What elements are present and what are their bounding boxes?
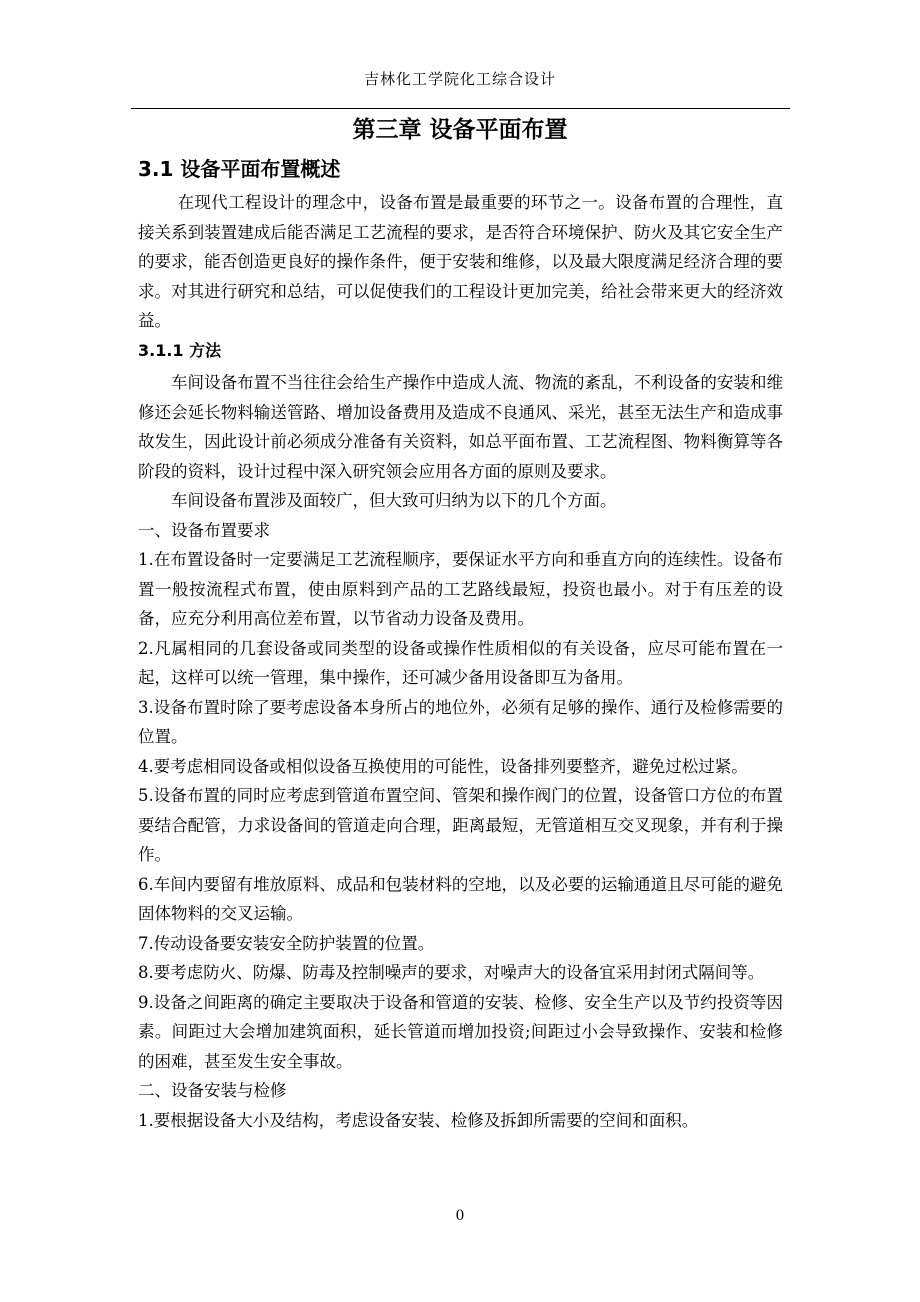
- chapter-title: 第三章 设备平面布置: [352, 117, 568, 143]
- header-divider: [131, 108, 790, 109]
- list-item: 7.传动设备要安装安全防护装置的位置。: [138, 933, 435, 953]
- list-item: 9.设备之间距离的确定主要取决于设备和管道的安装、检修、安全生产以及节约投资等因素。间距过大会增加建筑面积，延长管道而增加投资;间距过小会导致操作、安装和检修的困难，甚至发生安全事故。: [138, 992, 783, 1071]
- section-title: 3.1 设备平面布置概述: [138, 157, 341, 181]
- list-item: 2.凡属相同的几套设备或同类型的设备或操作性质相似的有关设备，应尽可能布置在一起，这样可以统一管理，集中操作，还可减少备用设备即互为备用。: [138, 638, 783, 687]
- method-paragraph: 车间设备布置不当往往会给生产操作中造成人流、物流的紊乱，不利设备的安装和维修还会延长物料输送管路、增加设备费用及造成不良通风、采光，甚至无法生产和造成事故发生，因此设计前必须成分准备有关资料，如总平面布置、工艺流程图、物料衡算等各阶段的资料，设计过程中深入研究领会应用各方面的原则及要求。: [138, 373, 783, 481]
- subsection-title: 3.1.1 方法: [138, 341, 222, 360]
- part-heading: 一、设备布置要求: [138, 520, 270, 540]
- part-heading: 二、设备安装与检修: [138, 1081, 287, 1100]
- method-paragraph: 车间设备布置涉及面较广，但大致可归纳为以下的几个方面。: [171, 491, 617, 510]
- list-item: 5.设备布置的同时应考虑到管道布置空间、管架和操作阀门的位置，设备管口方位的布置要结合配管，力求设备间的管道走向合理，距离最短，无管道相互交叉现象，并有利于操作。: [138, 786, 783, 864]
- list-item: 4.要考虑相同设备或相似设备互换使用的可能性，设备排列要整齐，避免过松过紧。: [138, 756, 748, 776]
- list-item: 1.在布置设备时一定要满足工艺流程顺序，要保证水平方向和垂直方向的连续性。设备布置一般按流程式布置，使由原料到产品的工艺路线最短，投资也最小。对于有压差的设备，应充分利用高位差布置，以节省动力设备及费用。: [138, 550, 783, 628]
- list-item: 6.车间内要留有堆放原料、成品和包装材料的空地，以及必要的运输通道且尽可能的避免固体物料的交叉运输。: [138, 874, 783, 923]
- list-item: 1.要根据设备大小及结构，考虑设备安装、检修及拆卸所需要的空间和面积。: [138, 1110, 699, 1130]
- list-item: 8.要考虑防火、防爆、防毒及控制噪声的要求，对噪声大的设备宜采用封闭式隔间等。: [138, 963, 765, 982]
- section-body: [138, 188, 783, 336]
- list-item: 3.设备布置时除了要考虑设备本身所占的地位外，必须有足够的操作、通行及检修需要的位置。: [138, 697, 783, 746]
- method-body: [138, 368, 783, 1135]
- running-header: 吉林化工学院化工综合设计: [363, 70, 556, 88]
- intro-paragraph: 在现代工程设计的理念中，设备布置是最重要的环节之一。设备布置的合理性，直接关系到装置建成后能否满足工艺流程的要求，是否符合环境保护、防火及其它安全生产的要求，能否创造更良好的操作条件，便于安装和维修，以及最大限度满足经济合理的要求。对其进行研究和总结，可以促使我们的工程设计更加完美，给社会带来更大的经济效益。: [138, 193, 783, 330]
- page-number: 0: [455, 1208, 465, 1224]
